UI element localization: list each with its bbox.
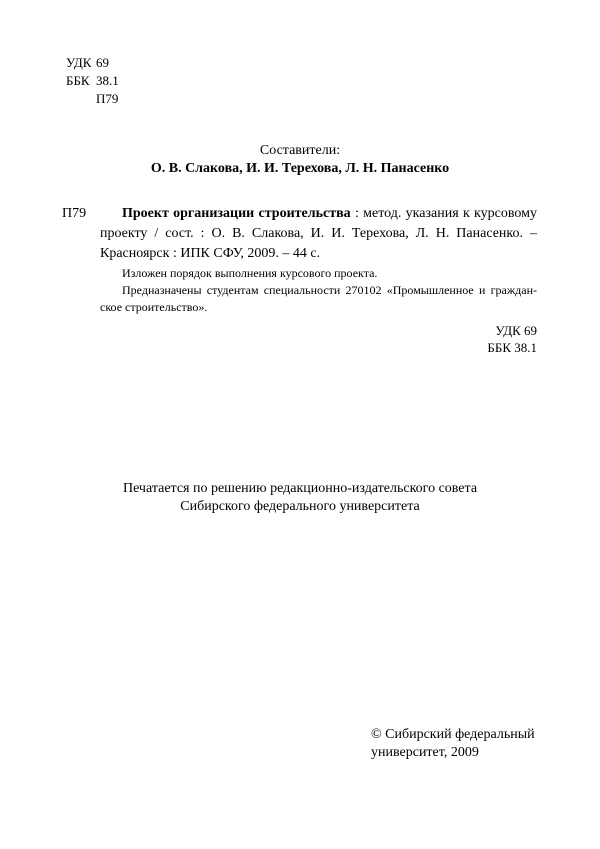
classification-codes: [66, 54, 136, 108]
udk-row: [66, 54, 136, 72]
author-cipher: П79: [96, 91, 119, 106]
book-details: : метод. указания к курсовому проекту / сост. : О. В. Слакова, И. И. Терехова, Л. Н. Панасенко. – Красноярск : ИПК СФУ, 2009. – 44 с.: [100, 206, 537, 261]
udk-value: 69: [96, 55, 109, 70]
compilers-heading: Составители:: [259, 143, 341, 158]
copyright-line-2: университет, 2009: [371, 745, 479, 760]
compilers-names: О. В. Слакова, И. И. Терехова, Л. Н. Панасенко: [150, 161, 450, 176]
bbk-row: [66, 72, 136, 90]
index-bbk: ББК 38.1: [487, 340, 537, 355]
council-line-2: Сибирского федерального университета: [180, 499, 420, 514]
index-codes: [380, 322, 537, 356]
bbk-label: ББК: [66, 73, 90, 88]
udk-label: УДК: [66, 55, 92, 70]
compilers-block: [0, 142, 600, 178]
council-note: [0, 480, 600, 516]
annotation-line-1: Изложен порядок выполнения курсового проекта.: [122, 266, 378, 280]
index-udk: УДК 69: [495, 323, 537, 338]
bibliography-cipher: П79: [62, 206, 87, 221]
bbk-value: 38.1: [96, 73, 119, 88]
annotation-line-2: Предназначены студентам специальности 270102 «Промышленное и граждан-ское строительство».: [100, 283, 537, 314]
copyright-notice: [371, 726, 535, 762]
book-title: Проект организации строительства: [122, 206, 351, 221]
annotation: [100, 265, 537, 316]
copyright-line-1: © Сибирский федеральный: [371, 727, 535, 742]
cipher-row: [66, 90, 136, 108]
council-line-1: Печатается по решению редакционно-издательского совета: [122, 481, 478, 496]
bibliographic-record: [100, 204, 537, 264]
